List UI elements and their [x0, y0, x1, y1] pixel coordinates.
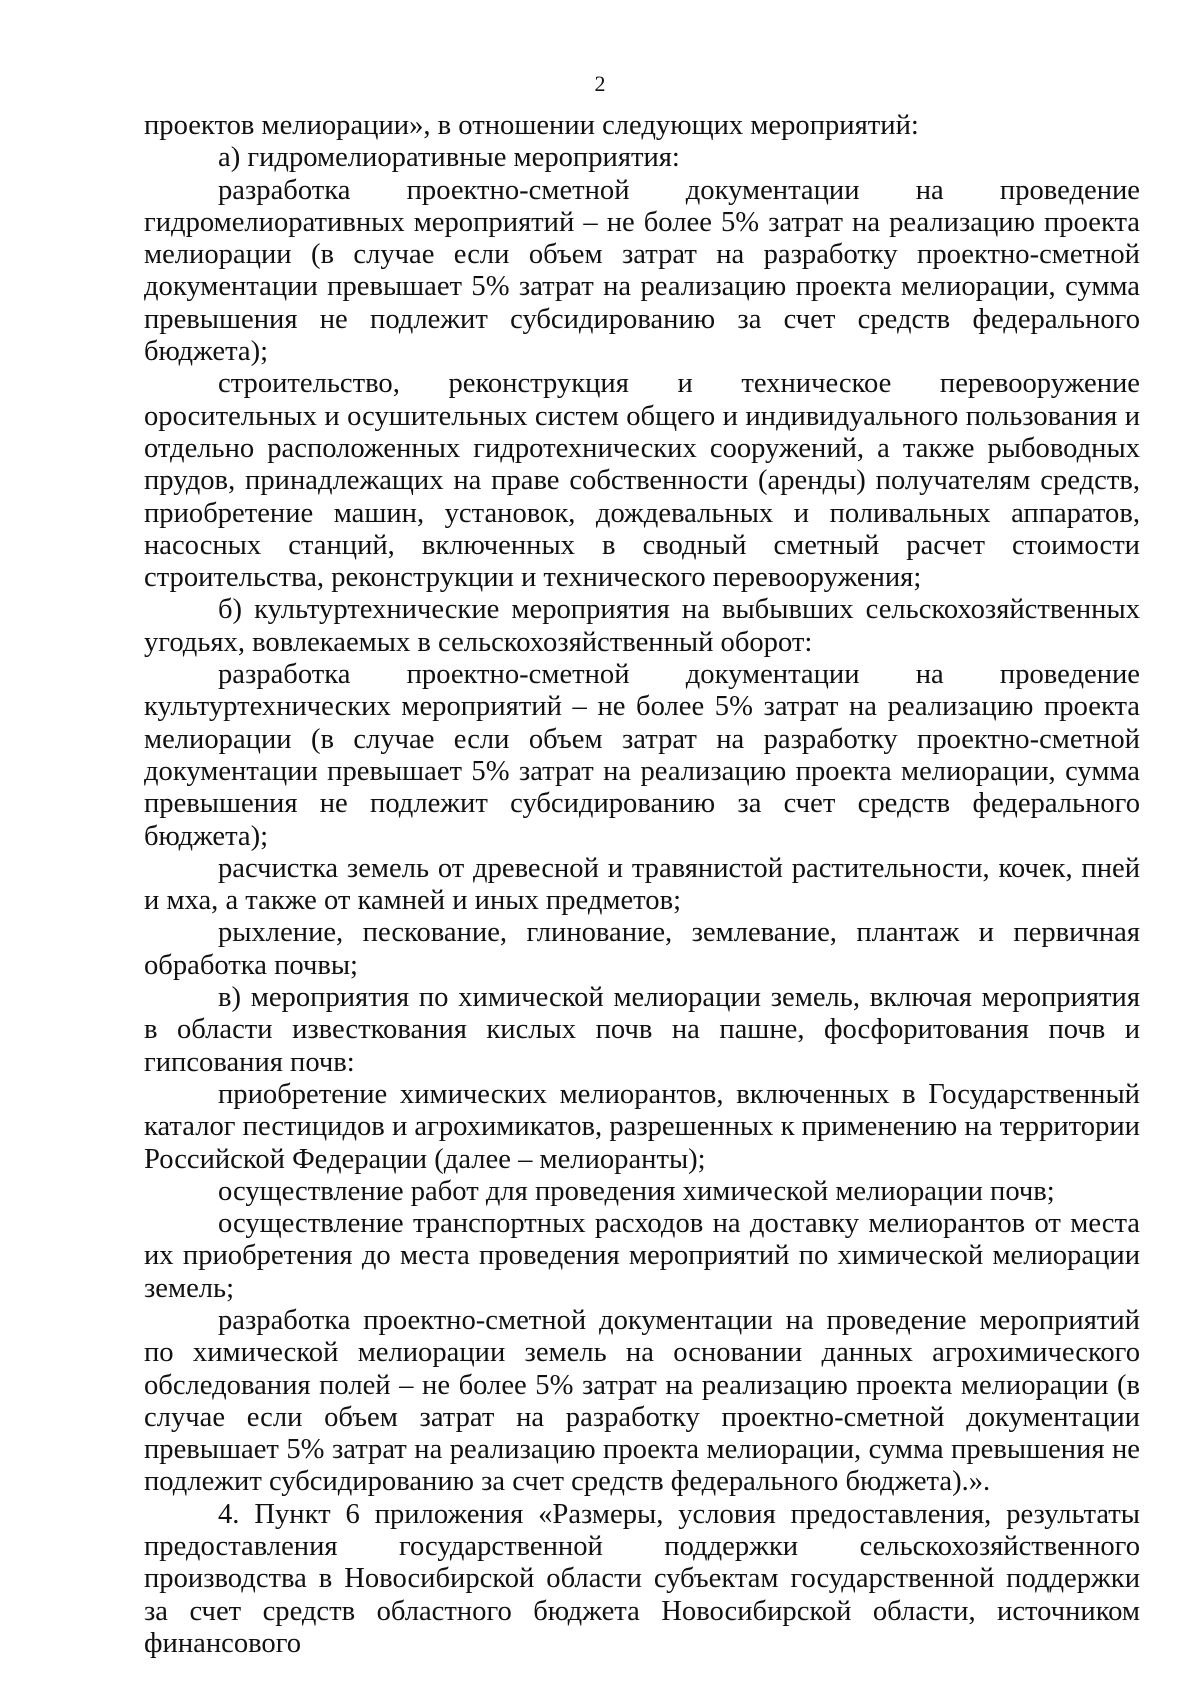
page-number: 2	[594, 71, 606, 96]
paragraph: приобретение химических мелиорантов, включенных в Государственный каталог пестицидов и агрохимикатов, разрешенных к применению на территории Российской Федерации (далее – мелиоранты);	[144, 1078, 1140, 1175]
paragraph: разработка проектно-сметной документации на проведение мероприятий по химической мелиорации земель на основании данных агрохимического обследования полей – не более 5% затрат на реализацию проекта мелиорации (в случае если объем затрат на разработку проектно-сметной документации превышает 5% затрат на реализацию проекта мелиорации, сумма превышения не подлежит субсидированию за счет средств федерального бюджета).».	[144, 1304, 1140, 1498]
paragraph: осуществление транспортных расходов на доставку мелиорантов от места их приобретения до места проведения мероприятий по химической мелиорации земель;	[144, 1208, 1140, 1304]
paragraph: 4. Пункт 6 приложения «Размеры, условия предоставления, результаты предоставления государственной поддержки сельскохозяйственного производства в Новосибирской области субъектам государственной поддержки за счет средств областного бюджета Новосибирской области, источником финансового	[144, 1498, 1140, 1659]
document-body	[144, 110, 1140, 1660]
paragraph: разработка проектно-сметной документации на проведение гидромелиоративных мероприятий – не более 5% затрат на реализацию проекта мелиорации (в случае если объем затрат на разработку проектно-сметной документации превышает 5% затрат на реализацию проекта мелиорации, сумма превышения не подлежит субсидированию за счет средств федерального бюджета);	[144, 174, 1140, 368]
paragraph: б) культуртехнические мероприятия на выбывших сельскохозяйственных угодьях, вовлекаемых в сельскохозяйственный оборот:	[144, 594, 1140, 658]
paragraph: разработка проектно-сметной документации на проведение культуртехнических мероприятий – не более 5% затрат на реализацию проекта мелиорации (в случае если объем затрат на разработку проектно-сметной документации превышает 5% затрат на реализацию проекта мелиорации, сумма превышения не подлежит субсидированию за счет средств федерального бюджета);	[144, 659, 1140, 852]
paragraph: рыхление, пескование, глинование, землевание, плантаж и первичная обработка почвы;	[144, 917, 1140, 981]
paragraph: осуществление работ для проведения химической мелиорации почв;	[218, 1175, 1055, 1207]
paragraph: строительство, реконструкция и техническое перевооружение оросительных и осушительных систем общего и индивидуального пользования и отдельно расположенных гидротехнических сооружений, а также рыбоводных прудов, принадлежащих на праве собственности (аренды) получателям средств, приобретение машин, установок, дождевальных и поливальных аппаратов, насосных станций, включенных в сводный сметный расчет стоимости строительства, реконструкции и технического перевооружения;	[144, 368, 1140, 594]
paragraph: в) мероприятия по химической мелиорации земель, включая мероприятия в области известкования кислых почв на пашне, фосфоритования почв и гипсования почв:	[144, 982, 1140, 1078]
paragraph: а) гидромелиоративные мероприятия:	[218, 142, 680, 174]
paragraph: проектов мелиорации», в отношении следующих мероприятий:	[144, 110, 919, 141]
paragraph: расчистка земель от древесной и травянистой растительности, кочек, пней и мха, а также от камней и иных предметов;	[144, 852, 1140, 917]
